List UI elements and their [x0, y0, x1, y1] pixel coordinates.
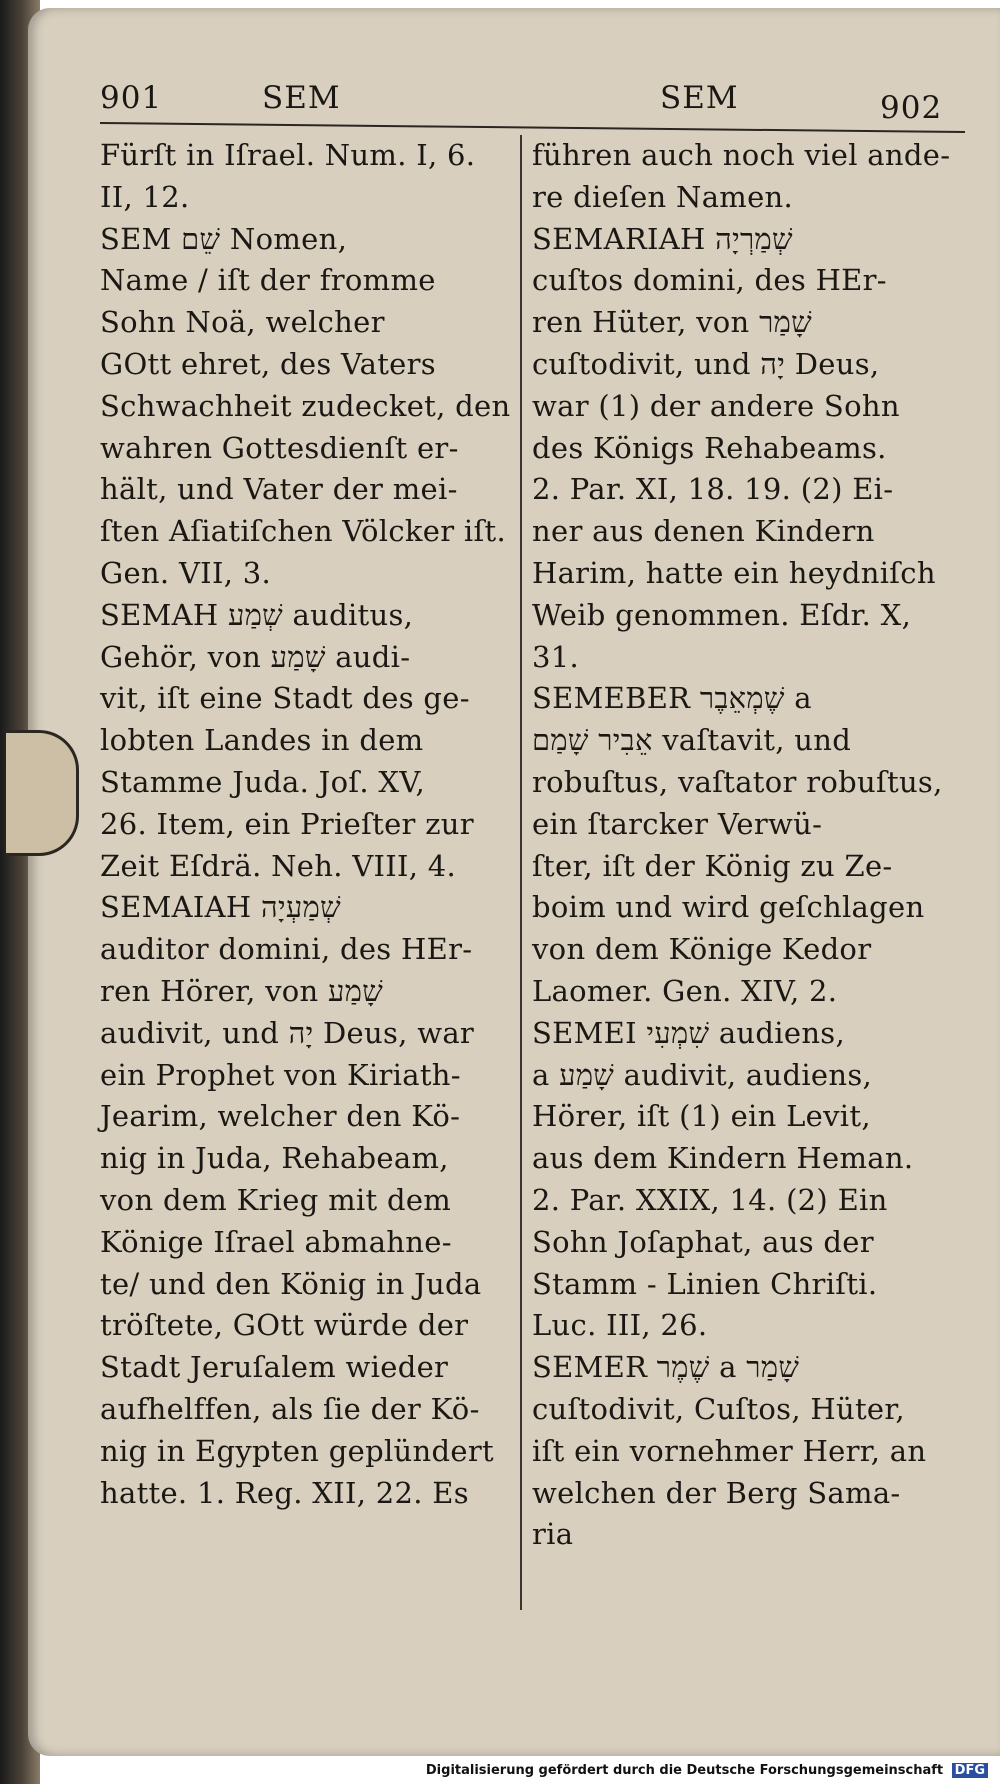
text-line: [100, 1138, 520, 1180]
text-line-content: ren Hüter, von שָׁמַר: [532, 305, 812, 340]
text-line-content: te/ und den König in Juda: [100, 1266, 482, 1301]
text-line-content: ſter, iſt der König zu Ze-: [532, 848, 893, 883]
text-line-content: SEM שֵׁם Nomen,: [100, 221, 348, 256]
text-line-content: von dem Krieg mit dem: [100, 1182, 452, 1217]
text-line-content: des Königs Rehabeams.: [532, 430, 887, 465]
text-line: [532, 1431, 972, 1473]
text-line-content: Könige Iſrael abmahne-: [100, 1224, 452, 1259]
text-line-content: aufhelffen, als ſie der Kö-: [100, 1391, 480, 1426]
text-line-content: ren Hörer, von שָׁמַע: [100, 973, 384, 1008]
text-line-content: iſt ein vornehmer Herr, an: [532, 1433, 927, 1468]
text-line-content: Fürſt in Iſrael. Num. I, 6.: [100, 138, 476, 172]
text-line: [100, 302, 520, 344]
text-line-content: 31.: [532, 639, 580, 674]
text-line: [100, 553, 520, 595]
text-line-content: Name / iſt der fromme: [100, 263, 436, 298]
column-divider: [520, 135, 522, 1610]
text-line-content: Sohn Joſaphat, aus der: [532, 1224, 874, 1259]
text-line-content: 2. Par. XXIX, 14. (2) Ein: [532, 1182, 888, 1217]
text-line: [532, 386, 972, 428]
right-running-head: SEM: [660, 80, 739, 116]
text-line-content: Harim, hatte ein heydniſch: [532, 555, 936, 590]
text-line-content: von dem Könige Kedor: [532, 932, 872, 967]
text-line: [100, 1473, 520, 1515]
text-line-content: re dieſen Namen.: [532, 179, 794, 214]
text-line-content: אֵבִיר שָׁמַם vaſtavit, und: [532, 723, 852, 758]
text-line: [100, 511, 520, 553]
text-line-content: GOtt ehret, des Vaters: [100, 346, 436, 381]
text-line: [532, 804, 972, 846]
text-line: [532, 637, 972, 679]
text-line: [100, 1305, 520, 1347]
footer-credit: [426, 1763, 988, 1778]
text-line-content: SEMEI שִׁמְעִי audiens,: [532, 1015, 845, 1050]
text-line: [532, 971, 972, 1013]
text-line-content: lobten Landes in dem: [100, 723, 424, 758]
text-line: [100, 720, 520, 762]
text-line: [100, 1431, 520, 1473]
text-line: [100, 929, 520, 971]
text-line: [532, 1389, 972, 1431]
text-line: [100, 1222, 520, 1264]
text-line: [532, 302, 972, 344]
text-line-content: Stamm - Linien Chriſti.: [532, 1266, 878, 1301]
text-line: [532, 678, 972, 720]
text-line: [100, 971, 520, 1013]
text-line-content: SEMARIAH שְׁמַרְיָה: [532, 221, 793, 256]
text-line: [532, 1055, 972, 1097]
text-line: [100, 678, 520, 720]
footer-credit-text: Digitalisierung gefördert durch die Deutsche Forschungsgemeinschaft: [425, 1763, 944, 1778]
text-line: [532, 1180, 972, 1222]
text-line-content: Gen. VII, 3.: [100, 555, 272, 590]
text-line-content: wahren Gottesdienſt er-: [100, 430, 459, 465]
text-line-content: ner aus denen Kindern: [532, 514, 875, 549]
text-line-content: ein ſtarcker Verwü-: [532, 806, 823, 841]
text-line-content: Gehör, von שָׁמַע audi-: [100, 639, 411, 674]
text-line-content: war (1) der andere Sohn: [532, 388, 900, 423]
text-line: [532, 219, 972, 261]
text-line-content: Stamme Juda. Joſ. XV,: [100, 764, 426, 799]
text-line-content: Schwachheit zudecket, den: [100, 388, 511, 423]
text-line-content: tröſtete, GOtt würde der: [100, 1308, 469, 1343]
text-line-content: cuſtodivit, Cuſtos, Hüter,: [532, 1391, 905, 1426]
text-line-content: SEMAIAH שְׁמַעְיָה: [100, 890, 341, 925]
text-line: [100, 1389, 520, 1431]
text-line-content: Stadt Jeruſalem wieder: [100, 1350, 449, 1385]
text-line-content: Zeit Eſdrä. Neh. VIII, 4.: [100, 848, 457, 883]
right-column: [532, 135, 972, 1556]
dfg-logo: DFG: [952, 1763, 988, 1778]
text-line-content: auditor domini, des HEr-: [100, 932, 473, 967]
text-line: [100, 386, 520, 428]
text-line: [532, 511, 972, 553]
text-line: [100, 177, 520, 219]
text-line: [532, 1264, 972, 1306]
text-line-content: II, 12.: [100, 179, 190, 214]
text-line: [100, 762, 520, 804]
text-line-content: Hörer, iſt (1) ein Levit,: [532, 1099, 871, 1134]
text-line-content: SEMAH שְׁמַע auditus,: [100, 597, 414, 632]
page-tab: [6, 730, 79, 856]
text-line-content: nig in Egypten geplündert: [100, 1433, 494, 1468]
text-line-content: führen auch noch viel ande-: [532, 138, 951, 172]
text-line-content: welchen der Berg Sama-: [532, 1475, 901, 1510]
left-page-number: 901: [100, 80, 163, 116]
text-line: [100, 1096, 520, 1138]
text-line-content: SEMEBER שֶׁמְאֵבֶר a: [532, 681, 812, 716]
text-line: [100, 595, 520, 637]
text-line: [532, 846, 972, 888]
text-line-content: Sohn Noä, welcher: [100, 305, 385, 340]
text-line: [532, 135, 972, 177]
text-line: [100, 469, 520, 511]
text-line-content: cuſtodivit, und יָה Deus,: [532, 346, 880, 381]
text-line: [532, 1305, 972, 1347]
text-line: [100, 846, 520, 888]
text-line-content: 26. Item, ein Prieſter zur: [100, 806, 474, 841]
text-line: [532, 428, 972, 470]
text-line: [532, 720, 972, 762]
text-line: [532, 1096, 972, 1138]
text-line: [532, 260, 972, 302]
text-line-content: vit, iſt eine Stadt des ge-: [100, 681, 470, 716]
text-line: [100, 1264, 520, 1306]
text-line-content: SEMER שֶׁמֶר a שָׁמַר: [532, 1350, 800, 1385]
text-line-content: robuſtus, vaſtator robuſtus,: [532, 764, 943, 799]
text-line: [532, 929, 972, 971]
text-line-content: audivit, und יָה Deus, war: [100, 1015, 475, 1050]
left-running-head: SEM: [262, 80, 341, 116]
text-line-content: boim und wird geſchlagen: [532, 890, 925, 925]
text-line: [100, 1347, 520, 1389]
text-line: [100, 1180, 520, 1222]
text-line: [100, 260, 520, 302]
text-line-content: hatte. 1. Reg. XII, 22. Es: [100, 1475, 469, 1510]
text-line: [532, 553, 972, 595]
text-line-content: a שָׁמַע audivit, audiens,: [532, 1057, 873, 1092]
text-line-content: Laomer. Gen. XIV, 2.: [532, 973, 838, 1008]
text-line: [532, 177, 972, 219]
text-line: [532, 344, 972, 386]
text-line: [100, 887, 520, 929]
text-line-content: Luc. III, 26.: [532, 1308, 708, 1343]
text-line: [532, 469, 972, 511]
text-line-content: ein Prophet von Kiriath-: [100, 1057, 461, 1092]
text-line-content: 2. Par. XI, 18. 19. (2) Ei-: [532, 472, 894, 507]
text-line-content: Weib genommen. Eſdr. X,: [532, 597, 912, 632]
text-line: [100, 135, 520, 177]
right-page-number: 902: [880, 90, 943, 126]
text-line: [532, 1013, 972, 1055]
text-line-content: hält, und Vater der mei-: [100, 472, 458, 507]
text-line: [100, 1013, 520, 1055]
text-line-content: ſten Aſiatiſchen Völcker iſt.: [100, 514, 506, 549]
left-column: [100, 135, 520, 1514]
text-line: [100, 344, 520, 386]
text-line-content: cuſtos domini, des HEr-: [532, 263, 887, 298]
text-line: [532, 762, 972, 804]
text-line: [532, 887, 972, 929]
text-line: [100, 804, 520, 846]
text-line-content: nig in Juda, Rehabeam,: [100, 1141, 449, 1176]
text-line-content: aus dem Kindern Heman.: [532, 1141, 914, 1176]
text-line-content: ria: [532, 1517, 574, 1552]
text-line: [532, 1138, 972, 1180]
text-line: [532, 595, 972, 637]
text-line-content: Jearim, welcher den Kö-: [100, 1099, 461, 1134]
text-line: [532, 1473, 972, 1515]
text-line: [532, 1347, 972, 1389]
text-line: [532, 1222, 972, 1264]
text-line: [100, 637, 520, 679]
text-line: [100, 219, 520, 261]
text-line: [100, 1055, 520, 1097]
text-line: [532, 1514, 972, 1556]
text-line: [100, 428, 520, 470]
